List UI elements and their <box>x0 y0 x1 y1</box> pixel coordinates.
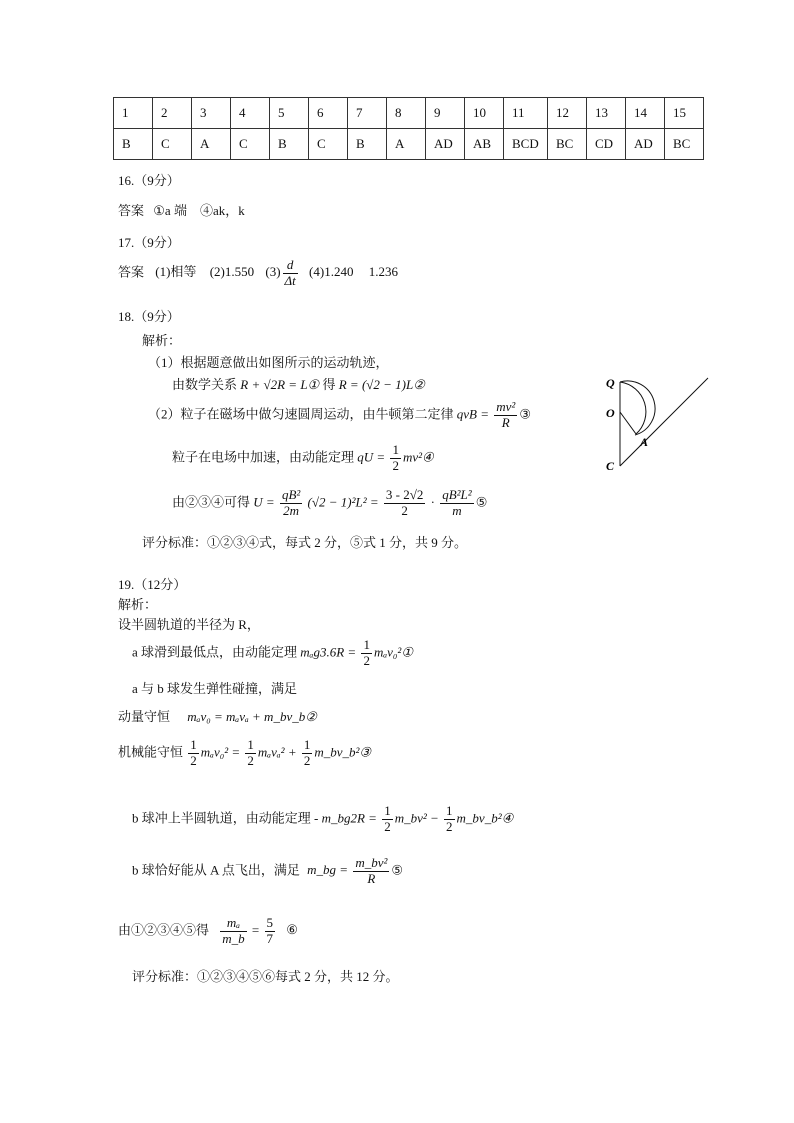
q18-line4-lhs: qU = <box>357 449 386 465</box>
q19-line4 <box>118 706 317 725</box>
q18-line5-fraction2 <box>384 488 425 519</box>
figure-arc <box>620 381 655 435</box>
q18-line1: （1）根据题意做出如图所示的运动轨迹， <box>148 355 389 370</box>
q17-part2: (2)1.550 <box>209 264 255 280</box>
answer-table-number-cell: 1 <box>114 98 153 129</box>
q19-line5-half1 <box>188 738 199 769</box>
q18-line5-f2-den: 2 <box>401 502 408 518</box>
answer-table-number-cell: 8 <box>387 98 426 129</box>
q18-line5 <box>172 488 487 519</box>
q19-line1: 设半圆轨道的半径为 R， <box>118 617 260 632</box>
q19-line8-eq: = <box>251 922 260 938</box>
q18-line2 <box>172 374 425 393</box>
q19-line6-half1 <box>382 804 393 835</box>
half-den: 2 <box>384 818 391 834</box>
q18-line5-mark: ⑤ <box>475 494 488 510</box>
q19-line3: a 与 b 球发生弹性碰撞，满足 <box>132 681 298 696</box>
q18-line5-f2-num: 3 - 2√2 <box>385 487 424 502</box>
figure-radius-oa <box>620 412 636 434</box>
q19-line7-fraction <box>353 856 389 887</box>
q19-line2-num: 1 <box>363 637 370 652</box>
answer-table-number-cell: 12 <box>548 98 587 129</box>
q19-line2-prefix: a 球滑到最低点，由动能定理 <box>132 644 298 660</box>
q18-line5-f1-den: 2m <box>283 502 300 518</box>
q18-line3-prefix: （2）粒子在磁场中做匀速圆周运动，由牛顿第二定律 <box>148 406 454 422</box>
q19-line5-half3 <box>302 738 313 769</box>
answer-table-answer-cell: CD <box>587 129 626 160</box>
answer-table-number-row <box>114 98 704 129</box>
answer-table-answer-cell: B <box>270 129 309 160</box>
q19-line8-mark: ⑥ <box>286 922 298 938</box>
q18-line2-eq2: R = (√2 − 1)L② <box>338 377 425 392</box>
q18-line3-num: mv² <box>496 399 516 414</box>
answer-table-answer-cell: C <box>309 129 348 160</box>
q18-line5-f1-num: qB² <box>281 487 301 502</box>
answer-table-number-cell: 14 <box>626 98 665 129</box>
q19-line8-prefix: 由①②③④⑤得 <box>118 922 210 938</box>
answer-table-answer-cell: C <box>231 129 270 160</box>
q19-score: 评分标准：①②③④⑤⑥每式 2 分，共 12 分。 <box>132 969 399 984</box>
q18-line4-den: 2 <box>392 457 399 473</box>
q19-line7-num: m_bv² <box>355 855 388 870</box>
q16-answer-text: ①a 端 ④ak，k <box>153 203 245 218</box>
q19-line5-t2: mₐvₐ² + <box>257 744 297 760</box>
q18-line5-mid: (√2 − 1)²L² = <box>307 494 379 510</box>
q19-line2 <box>132 638 413 669</box>
answer-table-answer-cell: A <box>192 129 231 160</box>
answer-table-number-cell: 2 <box>153 98 192 129</box>
q18-line4-prefix: 粒子在电场中加速，由动能定理 <box>172 449 355 465</box>
q17-answer-label: 答案 <box>118 264 145 280</box>
q17-heading: 17.（9分） <box>118 235 180 250</box>
q18-line3-fraction <box>494 400 517 431</box>
q19-line8 <box>118 916 298 947</box>
answer-table-answer-row <box>114 129 704 160</box>
q18-line4-num: 1 <box>392 442 399 457</box>
q19-line7-prefix: b 球恰好能从 A 点飞出，满足 <box>132 862 300 878</box>
figure-semicircle <box>620 382 646 434</box>
q18-line3-mark: ③ <box>519 406 531 422</box>
q18-line5-fraction3 <box>440 488 473 519</box>
answer-table-answer-cell: AD <box>626 129 665 160</box>
q19-line6 <box>132 804 513 835</box>
q18-line5-fraction1 <box>280 488 302 519</box>
q18-score: 评分标准：①②③④式，每式 2 分，⑤式 1 分，共 9 分。 <box>142 535 468 550</box>
q18-heading: 18.（9分） <box>118 309 180 324</box>
q19-line8-rden: 7 <box>266 930 273 946</box>
q16-heading: 16.（9分） <box>118 173 180 188</box>
half-num: 1 <box>190 737 197 752</box>
q19-line6-t1: m_bv² − <box>394 810 439 826</box>
answer-table-answer-cell: C <box>153 129 192 160</box>
q19-line6-prefix: b 球冲上半圆轨道，由动能定理 <box>132 810 311 826</box>
q19-line7-lhs: m_bg = <box>307 862 349 878</box>
q19-line6-half2 <box>444 804 455 835</box>
q18-analysis-label: 解析： <box>142 333 182 348</box>
q19-line5-prefix: 机械能守恒 <box>118 744 184 760</box>
q19-line8-rnum: 5 <box>266 915 273 930</box>
half-num: 1 <box>303 737 311 752</box>
q19-line8-num: mₐ <box>220 916 246 932</box>
half-den: 2 <box>190 752 197 768</box>
figure-label-q: Q <box>606 376 615 390</box>
answer-table-number-cell: 11 <box>504 98 548 129</box>
q19-line8-fraction <box>220 916 246 947</box>
q19-line4-prefix: 动量守恒 <box>118 709 171 724</box>
q18-line2-eq1: R + √2R = L① <box>240 377 320 392</box>
q18-line3-den: R <box>501 414 510 430</box>
q19-line5-t3: m_bv_b²③ <box>314 744 372 760</box>
q18-line4-fraction <box>390 443 401 474</box>
q19-line6-lhs: - m_bg2R = <box>314 810 377 826</box>
q19-line8-result <box>265 916 276 947</box>
answer-table-answer-cell: BC <box>665 129 704 160</box>
q18-line4-rhs: mv²④ <box>402 449 434 465</box>
answer-table-answer-cell: B <box>348 129 387 160</box>
q16-answer-label: 答案 <box>118 203 145 218</box>
answer-table-number-cell: 7 <box>348 98 387 129</box>
q19-line4-eq: mₐv₀ = mₐvₐ + m_bv_b② <box>187 709 317 724</box>
q18-line5-f3-num: qB²L² <box>442 487 472 502</box>
q19-line2-lhs: mₐg3.6R = <box>300 644 357 660</box>
answer-table <box>113 97 704 160</box>
answer-table-number-cell: 4 <box>231 98 270 129</box>
q19-line2-den: 2 <box>363 652 370 668</box>
answer-table-number-cell: 3 <box>192 98 231 129</box>
answer-table-answer-cell: B <box>114 129 153 160</box>
q19-line6-t2: m_bv_b²④ <box>456 810 514 826</box>
figure-label-c: C <box>606 459 615 473</box>
q18-line5-dot: · <box>430 494 435 510</box>
answer-table-number-cell: 15 <box>665 98 704 129</box>
q17-part3-den: Δt <box>284 272 296 288</box>
q19-line7-den: R <box>367 870 376 886</box>
q19-line7-mark: ⑤ <box>391 862 404 878</box>
q18-line5-f3-den: m <box>452 502 462 518</box>
q18-line2-mid: 得 <box>322 377 336 392</box>
answer-table-number-cell: 9 <box>426 98 465 129</box>
answer-table-answer-cell: AD <box>426 129 465 160</box>
answer-table-number-cell: 13 <box>587 98 626 129</box>
q18-trajectory-figure <box>600 370 715 480</box>
answer-table-number-cell: 5 <box>270 98 309 129</box>
q19-line8-den: m_b <box>222 930 245 946</box>
q19-line5-half2 <box>245 738 256 769</box>
answer-table-answer-cell: BCD <box>504 129 548 160</box>
q17-part4b: 1.236 <box>368 264 398 280</box>
q19-analysis-label: 解析： <box>118 597 158 612</box>
q18-line3-lhs: qvB = <box>456 406 489 422</box>
answer-table-answer-cell: A <box>387 129 426 160</box>
answer-table-number-cell: 6 <box>309 98 348 129</box>
figure-label-o: O <box>606 406 615 420</box>
q18-line3 <box>148 400 531 431</box>
half-num: 1 <box>247 737 254 752</box>
half-num: 1 <box>446 803 453 818</box>
q19-line2-fraction <box>361 638 372 669</box>
q17-answer <box>118 258 398 289</box>
q17-part3-prefix: (3) <box>265 264 281 280</box>
q16-answer <box>118 200 245 219</box>
q19-line5 <box>118 738 371 769</box>
q19-line2-rhs: mₐv₀²① <box>373 644 413 660</box>
answer-table-answer-cell: AB <box>465 129 504 160</box>
q18-line4 <box>172 443 434 474</box>
q18-line5-prefix: 由②③④可得 <box>172 494 251 510</box>
q18-line2-prefix: 由数学关系 <box>172 377 238 392</box>
q17-part3-num: d <box>283 258 298 274</box>
q19-line5-t1: mₐv₀² = <box>200 744 241 760</box>
figure-label-a: A <box>640 435 649 449</box>
half-num: 1 <box>384 803 391 818</box>
q19-line7 <box>132 856 403 887</box>
q17-part3-fraction <box>283 258 298 289</box>
half-den: 2 <box>303 752 311 768</box>
q19-heading: 19.（12分） <box>118 577 187 592</box>
q17-part4: (4)1.240 <box>309 264 354 280</box>
half-den: 2 <box>247 752 254 768</box>
answer-table-number-cell: 10 <box>465 98 504 129</box>
answer-table-answer-cell: BC <box>548 129 587 160</box>
half-den: 2 <box>446 818 453 834</box>
q17-part1: (1)相等 <box>155 264 197 280</box>
q18-line5-lhs: U = <box>253 494 275 510</box>
figure-diagonal-line <box>620 378 708 466</box>
